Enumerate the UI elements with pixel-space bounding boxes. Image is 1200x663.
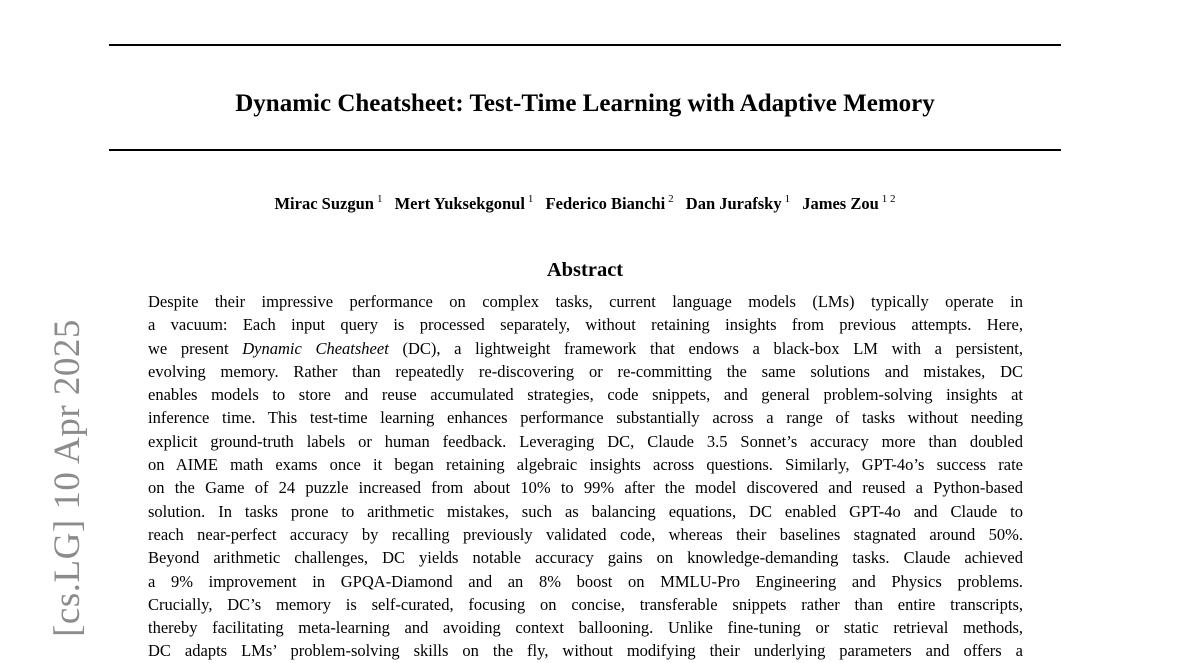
abstract-line-text: on the Game of 24 puzzle increased from about 10% to 99% after the model discovered and reused a Python-based xyxy=(148,478,1023,498)
abstract-line-text: we present xyxy=(148,338,243,358)
abstract-line-text: explicit ground-truth labels or human feedback. Leveraging DC, Claude 3.5 Sonnet’s accuracy more than doubled xyxy=(148,431,1023,451)
abstract-line-text: DC adapts LMs’ problem-solving skills on the fly, without modifying their underlying parameters and offers a xyxy=(148,641,1023,661)
arxiv-identifier-stamp: [cs.LG] 10 Apr 2025 xyxy=(47,319,88,637)
abstract-line xyxy=(148,406,1023,429)
author-list xyxy=(109,193,1061,215)
abstract-line xyxy=(148,593,1023,616)
abstract-line xyxy=(148,616,1023,639)
abstract-line-text: reach near-perfect accuracy by recalling previously validated code, whereas their baselines stagnated around 50%. xyxy=(148,524,1023,544)
author-affiliation: 1 2 xyxy=(881,193,896,205)
abstract-line xyxy=(148,337,1023,360)
author-name: Dan Jurafsky xyxy=(685,194,782,213)
abstract-heading: Abstract xyxy=(546,259,624,281)
author-affiliation: 1 xyxy=(527,193,534,205)
author xyxy=(395,193,534,215)
author-affiliation: 1 xyxy=(376,193,383,205)
abstract-line xyxy=(148,290,1023,313)
abstract-line-text: evolving memory. Rather than repeatedly re-discovering or re-committing the same solutions and mistakes, DC xyxy=(148,361,1023,381)
author xyxy=(274,193,382,215)
abstract-line-text: enables models to store and reuse accumulated strategies, code snippets, and general problem-solving insights at xyxy=(148,385,1023,405)
abstract-line xyxy=(148,523,1023,546)
abstract-line xyxy=(148,383,1023,406)
author-name: James Zou xyxy=(802,194,879,213)
author-name: Federico Bianchi xyxy=(545,194,666,213)
abstract-line-text: on AIME math exams once it began retaining algebraic insights across questions. Similarly, GPT-4o’s success rate xyxy=(148,455,1023,475)
author-affiliation: 1 xyxy=(784,193,791,205)
abstract-line xyxy=(148,476,1023,499)
abstract-line-text: Crucially, DC’s memory is self-curated, focusing on concise, transferable snippets rather than entire transcripts, xyxy=(148,594,1023,614)
title-bottom-rule xyxy=(109,149,1061,151)
author xyxy=(686,193,790,215)
abstract-text xyxy=(148,290,1023,663)
abstract-line xyxy=(148,546,1023,569)
abstract-line-text: solution. In tasks prone to arithmetic mistakes, such as balancing equations, DC enabled GPT-4o and Claude to xyxy=(148,501,1023,521)
abstract-line xyxy=(148,313,1023,336)
abstract-emphasis: Dynamic Cheatsheet xyxy=(242,338,389,358)
abstract-line xyxy=(148,639,1023,662)
abstract-line xyxy=(148,430,1023,453)
abstract-line xyxy=(148,570,1023,593)
abstract-line-text: (DC), a lightweight framework that endows a black-box LM with a persistent, xyxy=(388,338,1023,358)
author-affiliation: 2 xyxy=(668,193,674,205)
abstract-line xyxy=(148,453,1023,476)
paper-title: Dynamic Cheatsheet: Test-Time Learning with Adaptive Memory xyxy=(235,90,935,117)
title-top-rule xyxy=(109,44,1061,46)
abstract-line-text: a 9% improvement in GPQA-Diamond and an 8% boost on MMLU-Pro Engineering and Physics problems. xyxy=(148,571,1023,591)
abstract-line-text: Beyond arithmetic challenges, DC yields notable accuracy gains on knowledge-demanding tasks. Claude achieved xyxy=(148,548,1023,568)
abstract-line xyxy=(148,360,1023,383)
abstract-line-text: Despite their impressive performance on complex tasks, current language models (LMs) typically operate in xyxy=(148,292,1023,311)
abstract-line-text: a vacuum: Each input query is processed separately, without retaining insights from previous attempts. Here, xyxy=(148,315,1023,335)
author-name: Mirac Suzgun xyxy=(274,194,374,213)
abstract-line xyxy=(148,500,1023,523)
abstract-line-text: thereby facilitating meta-learning and avoiding context ballooning. Unlike fine-tuning or static retrieval methods, xyxy=(148,618,1023,638)
author-name: Mert Yuksekgonul xyxy=(394,194,525,213)
abstract-line-text: inference time. This test-time learning enhances performance substantially across a range of tasks without needing xyxy=(148,408,1023,428)
author xyxy=(546,193,674,215)
author xyxy=(802,193,895,215)
